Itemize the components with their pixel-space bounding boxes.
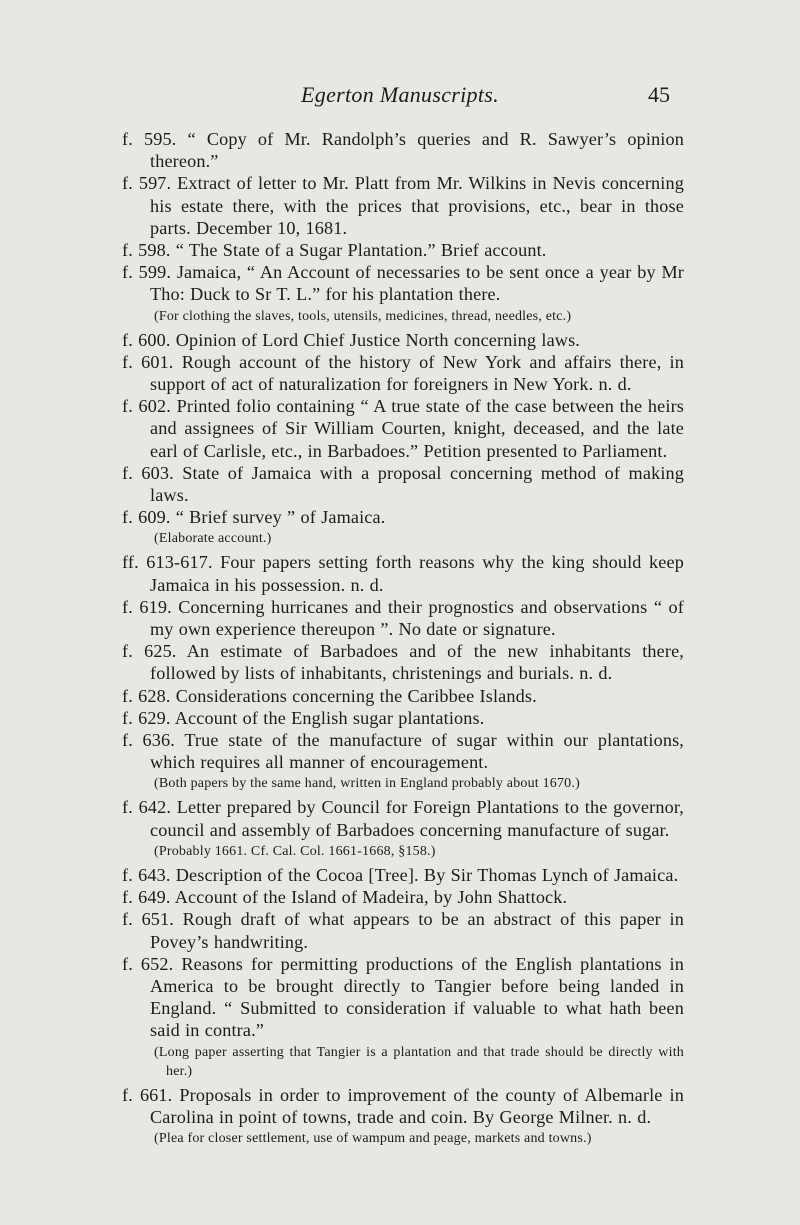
entry-description: Letter prepared by Council for Foreign Plantations to the governor, council and assembly of Barbadoes concerning manufacture of sugar. bbox=[150, 797, 684, 840]
folio-reference: f. 652. bbox=[122, 953, 174, 974]
entry-description: An estimate of Barbadoes and of the new inhabitants there, followed by lists of inhabitants, christenings and burials. n. d. bbox=[150, 641, 684, 684]
entry-description: “ The State of a Sugar Plantation.” Brief account. bbox=[175, 240, 547, 261]
catalogue-entry bbox=[122, 707, 684, 729]
running-title: Egerton Manuscripts. bbox=[301, 82, 499, 107]
entry-description: Opinion of Lord Chief Justice North concerning laws. bbox=[175, 329, 581, 350]
catalogue-entry bbox=[122, 908, 684, 952]
entry-note: (Elaborate account.) bbox=[154, 531, 272, 547]
catalogue-entry bbox=[122, 1084, 684, 1128]
entry-description: Considerations concerning the Caribbee Islands. bbox=[175, 685, 537, 706]
folio-reference: f. 642. bbox=[122, 797, 172, 818]
entry-description: Jamaica, “ An Account of necessaries to be sent once a year by Mr Tho: Duck to Sr T. L.” for his plantation there. bbox=[150, 262, 684, 305]
folio-reference: f. 651. bbox=[122, 909, 174, 930]
entry-description: Rough draft of what appears to be an abstract of this paper in Povey’s handwriting. bbox=[150, 909, 684, 952]
entry-description: Concerning hurricanes and their prognostics and observations “ of my own experience thereupon ”. No date or signature. bbox=[150, 596, 684, 640]
folio-reference: f. 603. bbox=[122, 462, 174, 483]
catalogue-entry bbox=[122, 864, 684, 886]
catalogue-entry bbox=[122, 239, 684, 261]
catalogue-entry bbox=[122, 172, 684, 239]
folio-reference: f. 609. bbox=[122, 507, 171, 528]
entry-description: Account of the English sugar plantations. bbox=[174, 707, 485, 728]
folio-reference: f. 602. bbox=[122, 396, 171, 417]
entry-description: “ Brief survey ” of Jamaica. bbox=[175, 507, 386, 528]
entry-description: Extract of letter to Mr. Platt from Mr. Wilkins in Nevis concerning his estate there, with the prices that provisions, etc., bear in those parts. December 10, 1681. bbox=[150, 173, 684, 238]
catalogue-entry bbox=[122, 886, 684, 908]
entry-description: Account of the Island of Madeira, by John Shattock. bbox=[174, 887, 568, 908]
folio-reference: f. 661. bbox=[122, 1084, 173, 1105]
entry-description: Printed folio containing “ A true state of the case between the heirs and assignees of Sir William Courten, knight, deceased, and the late earl of Carlisle, etc., in Barbadoes.” Petition presented to Parliament. bbox=[150, 396, 684, 461]
entry-description: True state of the manufacture of sugar within our plantations, which requires all manner of encouragement. bbox=[150, 730, 685, 773]
catalogue-entry bbox=[122, 685, 684, 707]
catalogue-entry bbox=[122, 729, 684, 773]
catalogue-entry bbox=[122, 395, 684, 462]
catalogue-entry bbox=[122, 128, 684, 172]
folio-reference: f. 600. bbox=[122, 329, 171, 350]
entry-description: Reasons for permitting productions of the English plantations in America to be brought directly to Tangier before being landed in England. “ Submitted to consideration if valuable to what hath been said in contra.” bbox=[150, 953, 685, 1041]
entry-description: Proposals in order to improvement of the county of Albemarle in Carolina in point of towns, trade and coin. By George Milner. n. d. bbox=[150, 1084, 685, 1127]
entry-description: Four papers setting forth reasons why the king should keep Jamaica in his possession. n. d. bbox=[150, 552, 684, 595]
folio-reference: f. 629. bbox=[122, 707, 171, 728]
entry-note: (Probably 1661. Cf. Cal. Col. 1661-1668, §158.) bbox=[154, 843, 436, 859]
folio-reference: ff. 613-617. bbox=[122, 552, 213, 573]
folio-reference: f. 636. bbox=[122, 730, 175, 751]
folio-reference: f. 599. bbox=[122, 262, 172, 283]
catalogue-entry bbox=[122, 596, 684, 640]
folio-reference: f. 595. bbox=[122, 129, 177, 149]
entry-note: (Long paper asserting that Tangier is a plantation and that trade should be directly with her.) bbox=[154, 1044, 684, 1079]
entry-note: (For clothing the slaves, tools, utensils, medicines, thread, needles, etc.) bbox=[154, 308, 572, 324]
catalogue-entry bbox=[122, 462, 684, 506]
catalogue-entries bbox=[122, 128, 684, 1151]
folio-reference: f. 597. bbox=[122, 173, 172, 194]
entry-note: (Plea for closer settlement, use of wampum and peage, markets and towns.) bbox=[154, 1130, 592, 1146]
catalogue-entry bbox=[122, 953, 684, 1042]
catalogue-entry bbox=[122, 796, 684, 840]
folio-reference: f. 628. bbox=[122, 685, 171, 706]
page-number: 45 bbox=[648, 82, 670, 107]
entry-description: Description of the Cocoa [Tree]. By Sir Thomas Lynch of Jamaica. bbox=[175, 864, 679, 885]
entry-description: Rough account of the history of New York and affairs there, in support of act of naturalization for foreigners in New York. n. d. bbox=[150, 351, 685, 395]
catalogue-entry bbox=[122, 261, 684, 305]
entry-description: “ Copy of Mr. Randolph’s queries and R. Sawyer’s opinion thereon.” bbox=[150, 129, 684, 172]
folio-reference: f. 625. bbox=[122, 641, 177, 662]
entry-description: State of Jamaica with a proposal concerning method of making laws. bbox=[150, 462, 685, 506]
entry-note: (Both papers by the same hand, written in England probably about 1670.) bbox=[154, 776, 580, 792]
catalogue-entry bbox=[122, 351, 684, 395]
folio-reference: f. 649. bbox=[122, 887, 171, 908]
catalogue-entry bbox=[122, 506, 684, 528]
folio-reference: f. 601. bbox=[122, 351, 174, 372]
catalogue-entry bbox=[122, 640, 684, 684]
folio-reference: f. 643. bbox=[122, 864, 171, 885]
running-head bbox=[0, 82, 800, 112]
catalogue-entry bbox=[122, 329, 684, 351]
folio-reference: f. 619. bbox=[122, 596, 172, 617]
folio-reference: f. 598. bbox=[122, 240, 171, 261]
catalogue-entry bbox=[122, 551, 684, 595]
